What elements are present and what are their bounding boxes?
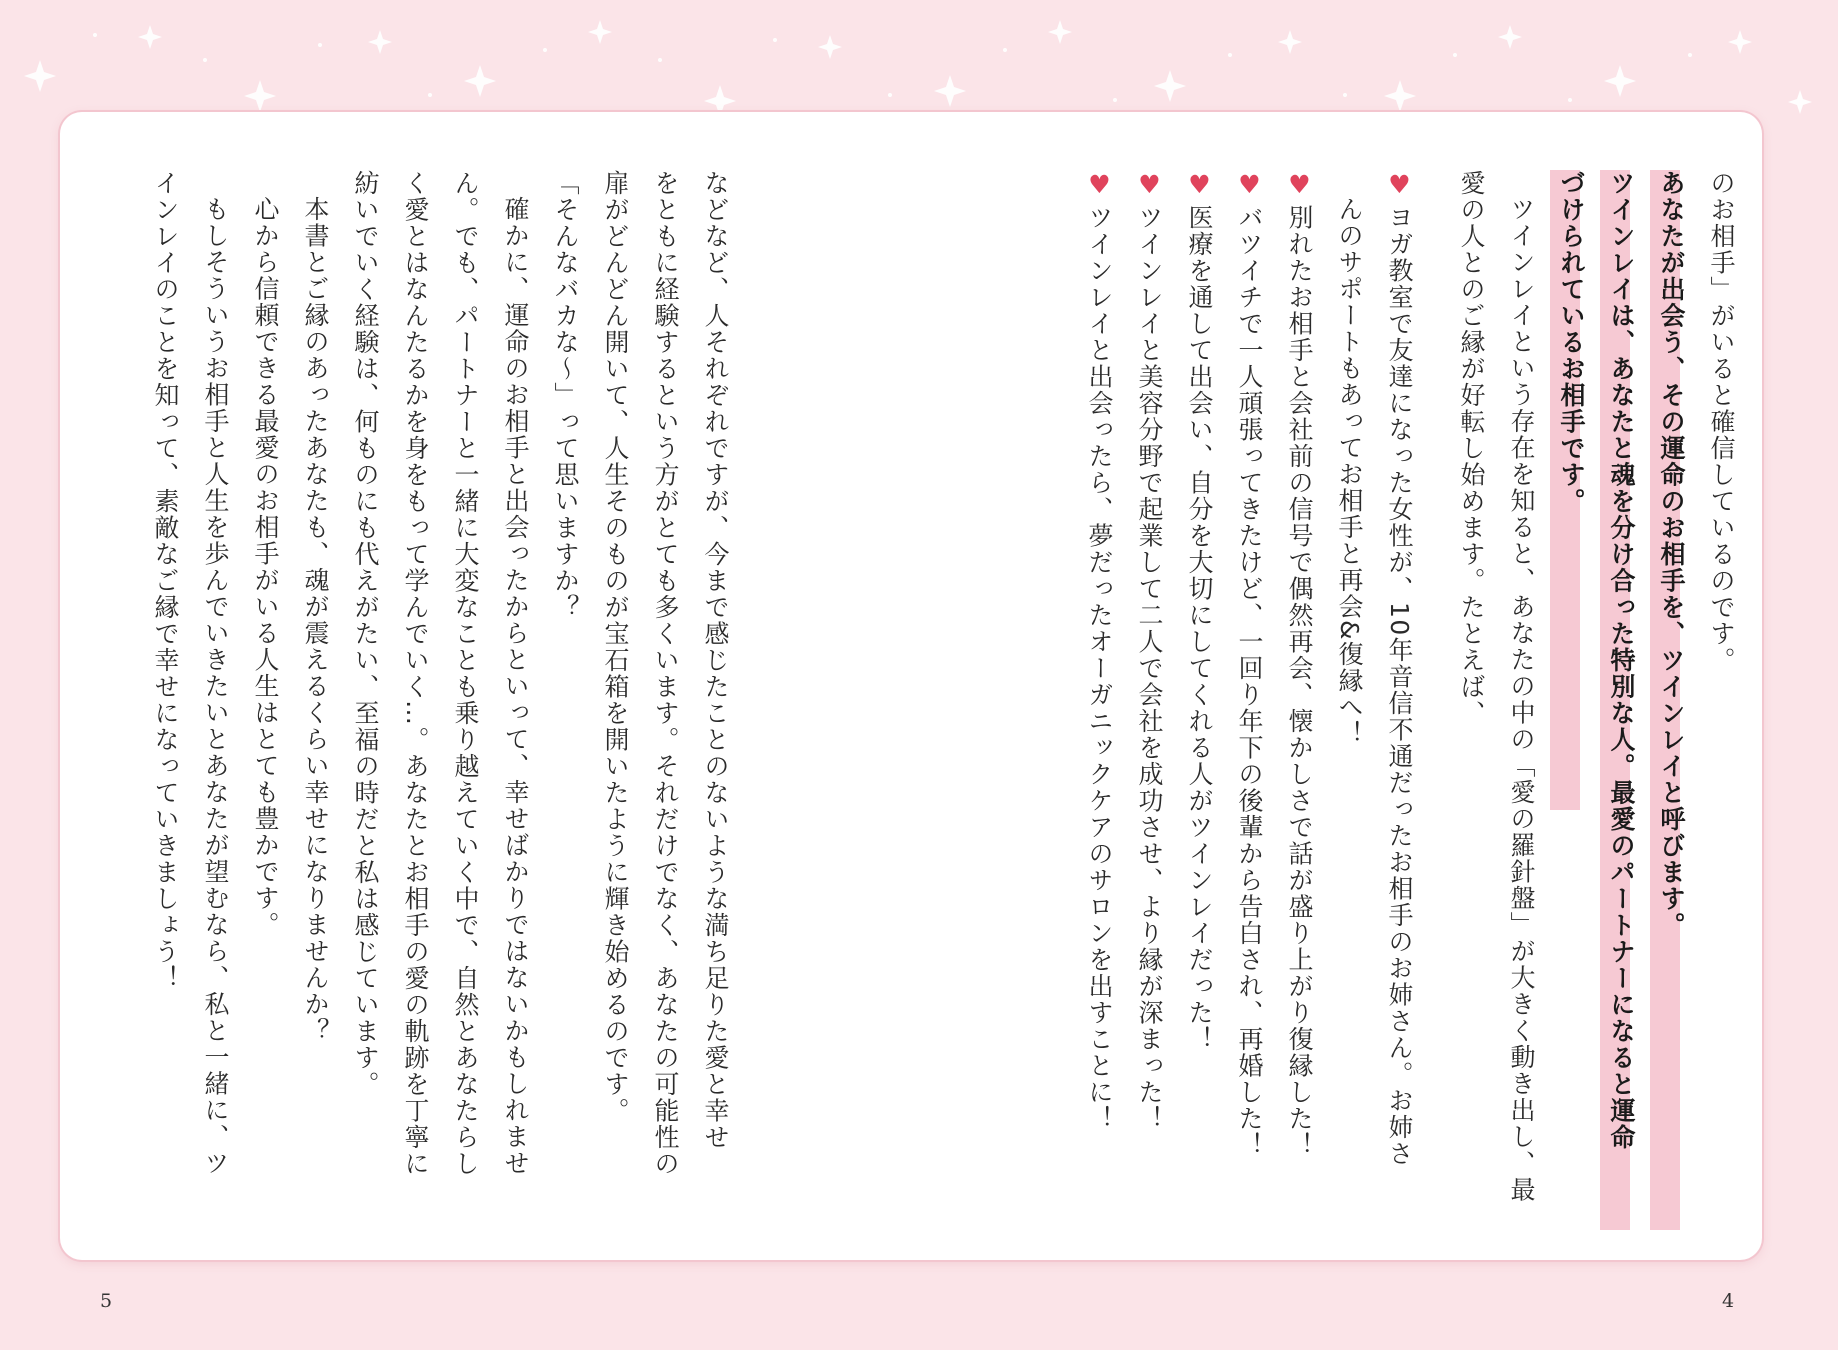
heart-icon: ♥ bbox=[1135, 170, 1164, 201]
text-line: 確かに、運命のお相手と出会ったからといって、幸せばかりではないかもしれませ bbox=[501, 196, 530, 1177]
text-line: もしそういうお相手と人生を歩んでいきたいとあなたが望むなら、私と一緒に、ツ bbox=[201, 196, 230, 1177]
text-line: く愛とはなんたるかを身をもって学んでいく…。あなたとお相手の愛の軌跡を丁寧に bbox=[401, 170, 430, 1177]
page-number-left: 5 bbox=[100, 1290, 113, 1312]
heart-icon: ♥ bbox=[1385, 170, 1414, 201]
sparkle-pattern bbox=[0, 0, 1838, 130]
text-line: 「そんなバカな〜」って思いますか？ bbox=[551, 170, 580, 621]
spacer bbox=[1424, 170, 1446, 1230]
highlighted-line: ツインレイは、あなたと魂を分け合った特別な人。最愛のパートナーになると運命 bbox=[1596, 170, 1646, 1230]
text-line: 愛の人とのご縁が好転し始めます。たとえば、 bbox=[1457, 170, 1486, 727]
list-item bbox=[1124, 170, 1174, 1230]
heart-icon: ♥ bbox=[1235, 170, 1264, 201]
text-line: 紡いでいく経験は、何ものにも代えがたい、至福の時だと私は感じています。 bbox=[351, 170, 380, 1098]
left-page-text bbox=[140, 170, 740, 1230]
heart-icon: ♥ bbox=[1285, 170, 1314, 201]
text-line: インレイのことを知って、素敵なご縁で幸せになっていきましょう！ bbox=[151, 170, 180, 992]
text-line: などなど、人それぞれですが、今まで感じたことのないような満ち足りた愛と幸せ bbox=[701, 170, 730, 1151]
text-line: 心から信頼できる最愛のお相手がいる人生はとても豊かです。 bbox=[251, 196, 280, 939]
heart-icon: ♥ bbox=[1085, 170, 1114, 201]
list-item bbox=[1224, 170, 1274, 1230]
highlighted-line: あなたが出会う、その運命のお相手を、ツインレイと呼びます。 bbox=[1646, 170, 1696, 1230]
list-item-text: んのサポートもあってお相手と再会&復縁へ！ bbox=[1335, 196, 1364, 748]
text-line: をともに経験するという方がとても多くいます。それだけでなく、あなたの可能性の bbox=[651, 170, 680, 1177]
list-item bbox=[1374, 170, 1424, 1230]
text-line: ツインレイという存在を知ると、あなたの中の「愛の羅針盤」が大きく動き出し、最 bbox=[1507, 196, 1536, 1204]
heart-icon: ♥ bbox=[1185, 170, 1214, 201]
list-item-text: ツインレイと美容分野で起業して二人で会社を成功させ、より縁が深まった！ bbox=[1135, 204, 1164, 1132]
page-number-right: 4 bbox=[1722, 1290, 1735, 1312]
right-page-text bbox=[1074, 170, 1746, 1230]
list-item bbox=[1074, 170, 1124, 1230]
list-item-text: ヨガ教室で友達になった女性が、10年音信不通だったお相手のお姉さん。お姉さ bbox=[1385, 204, 1414, 1167]
list-item-text: ツインレイと出会ったら、夢だったオーガニックケアのサロンを出すことに！ bbox=[1085, 204, 1114, 1132]
text-line: ん。でも、パートナーと一緒に大変なことも乗り越えていく中で、自然とあなたらし bbox=[451, 170, 480, 1177]
highlighted-line: づけられているお相手です。 bbox=[1546, 170, 1596, 810]
list-item-text: 別れたお相手と会社前の信号で偶然再会、懐かしさで話が盛り上がり復縁した！ bbox=[1285, 204, 1314, 1159]
text-line: 本書とご縁のあったあなたも、魂が震えるくらい幸せになりませんか？ bbox=[301, 196, 330, 1045]
list-item bbox=[1274, 170, 1324, 1230]
text-line: のお相手」がいると確信しているのです。 bbox=[1707, 170, 1736, 674]
list-item bbox=[1174, 170, 1224, 1230]
text-line: 扉がどんどん開いて、人生そのものが宝石箱を開いたように輝き始めるのです。 bbox=[601, 170, 630, 1124]
list-item-text: 医療を通して出会い、自分を大切にしてくれる人がツインレイだった！ bbox=[1185, 204, 1214, 1053]
list-item-text: バツイチで一人頑張ってきたけど、一回り年下の後輩から告白され、再婚した！ bbox=[1235, 204, 1264, 1159]
